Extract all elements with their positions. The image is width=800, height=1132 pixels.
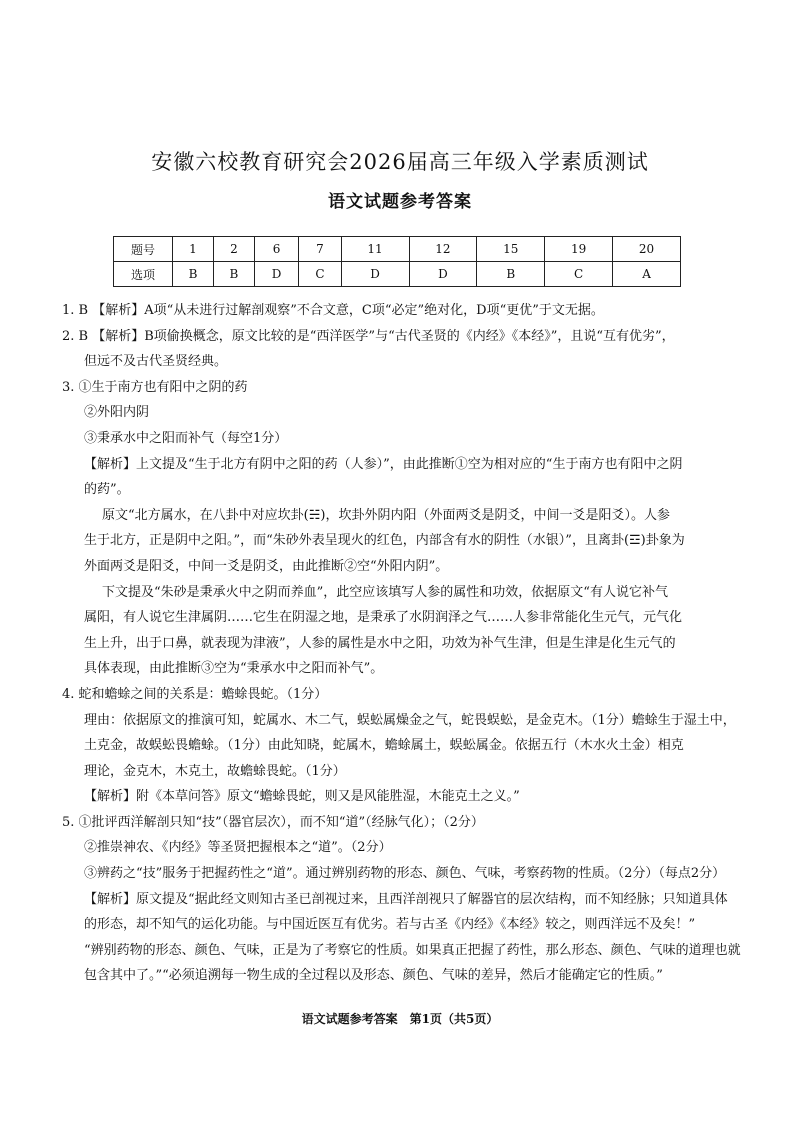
question-number: 11 <box>341 237 409 262</box>
answer-line-q4: 4. 蛇和蟾蜍之间的关系是：蟾蜍畏蛇。（1分） <box>62 686 328 702</box>
answer-line: ②外阳内阴 <box>84 405 150 421</box>
analysis-line: 的药”。 <box>84 482 130 498</box>
analysis-line: “辨别药物的形态、颜色、气味，正是为了考察它的性质。如果真正把握了药性，那么形态、颜色、气味的道理也就 <box>84 942 741 958</box>
question-number: 1 <box>173 237 214 262</box>
answer-option: B <box>477 262 545 287</box>
answer-option: D <box>254 262 298 287</box>
analysis-line: 下文提及“朱砂是秉承火中之阴而养血”，此空应该填写人参的属性和功效，依据原文“有人说它补气 <box>102 584 668 600</box>
answer-table <box>113 236 681 287</box>
question-number: 19 <box>545 237 613 262</box>
reason-line: 理由：依据原文的推演可知，蛇属水、木二气，蜈蚣属燥金之气，蛇畏蜈蚣，是金克木。（1分）蟾蜍生于湿土中， <box>84 712 736 728</box>
analysis-line: 属阳，有人说它生津属阴……它生在阴湿之地，是秉承了水阴润泽之气……人参非常能化生元气，元气化 <box>84 610 683 626</box>
answer-option: C <box>545 262 613 287</box>
answer-line-q3: 3. ①生于南方也有阳中之阴的药 <box>62 379 248 395</box>
analysis-line: 原文“北方属水，在八卦中对应坎卦(☵)，坎卦外阴内阳（外面两爻是阴爻，中间一爻是阳爻）。人参 <box>102 507 670 523</box>
analysis-line: 包含其中了。”“必须追溯每一物生成的全过程以及形态、颜色、气味的差异，然后才能确定它的性质。” <box>84 968 663 984</box>
question-row-label: 题号 <box>114 237 173 262</box>
question-number: 2 <box>213 237 254 262</box>
analysis-line: 【解析】上文提及“生于北方有阴中之阳的药（人参）”，由此推断①空为相对应的“生于南方也有阳中之阴 <box>84 456 683 472</box>
answer-line: ③秉承水中之阳而补气（每空1分） <box>84 430 288 446</box>
answer-line: 但远不及古代圣贤经典。 <box>84 354 228 370</box>
question-number: 20 <box>613 237 681 262</box>
answer-option: C <box>299 262 341 287</box>
answer-line-q5: 5. ①批评西洋解剖只知“技”（器官层次），而不知“道”（经脉气化）；（2分） <box>62 814 484 830</box>
page-footer: 语文试题参考答案 第1页（共5页） <box>301 1012 499 1026</box>
option-row-label: 选项 <box>114 262 173 287</box>
analysis-line: 【解析】附《本草问答》原文“蟾蜍畏蛇，则又是风能胜湿，木能克土之义。” <box>84 789 520 805</box>
analysis-line: 生于北方，正是阴中之阳。”，而“朱砂外表呈现火的红色，内部含有水的阴性（水银）”，且离卦(☲)卦象为 <box>84 533 685 549</box>
answer-line: ②推崇神农、《内经》等圣贤把握根本之“道”。（2分） <box>84 840 392 856</box>
analysis-line: 【解析】原文提及“据此经文则知古圣已剖视过来，且西洋剖视只了解器官的层次结构，而不知经脉；只知道具体 <box>84 891 728 907</box>
analysis-line: 生上升，出于口鼻，就表现为津液”，人参的属性是水中之阳，功效为补气生津，但是生津是化生元气的 <box>84 635 676 651</box>
answer-option: B <box>213 262 254 287</box>
answer-table-option-row <box>114 262 681 287</box>
document-title: 安徽六校教育研究会2026届高三年级入学素质测试 <box>151 150 649 174</box>
question-number: 15 <box>477 237 545 262</box>
analysis-line: 的形态，却不知气的运化功能。与中国近医互有优劣。若与古圣《内经》《本经》较之，则西洋远不及矣！” <box>84 917 696 933</box>
question-number: 7 <box>299 237 341 262</box>
answer-line-q1: 1. B 【解析】A项“从未进行过解剖观察”不合文意，C项“必定”绝对化，D项“更优”于文无据。 <box>62 303 604 318</box>
reason-line: 土克金，故蜈蚣畏蟾蜍。（1分）由此知晓，蛇属木，蟾蜍属土，蜈蚣属金。依据五行（木水火土金）相克 <box>84 738 684 754</box>
answer-option: D <box>341 262 409 287</box>
answer-body <box>62 298 752 989</box>
answer-option: B <box>173 262 214 287</box>
question-number: 6 <box>254 237 298 262</box>
answer-line: ③辨药之“技”服务于把握药性之“道”。通过辨别药物的形态、颜色、气味，考察药物的性质。（2分）（每点2分） <box>84 866 726 882</box>
answer-table-question-row <box>114 237 681 262</box>
analysis-line: 外面两爻是阳爻，中间一爻是阴爻，由此推断②空“外阳内阴”。 <box>84 558 449 574</box>
analysis-line: 具体表现，由此推断③空为“秉承水中之阳而补气”。 <box>84 661 384 677</box>
answer-option: A <box>613 262 681 287</box>
reason-line: 理论，金克木，木克土，故蟾蜍畏蛇。（1分） <box>84 763 346 779</box>
question-number: 12 <box>409 237 477 262</box>
answer-line-q2: 2. B 【解析】B项偷换概念，原文比较的是“西洋医学”与“古代圣贤的《内经》《本经》”，且说“互有优劣”， <box>62 328 675 344</box>
answer-option: D <box>409 262 477 287</box>
document-subtitle: 语文试题参考答案 <box>328 192 472 212</box>
